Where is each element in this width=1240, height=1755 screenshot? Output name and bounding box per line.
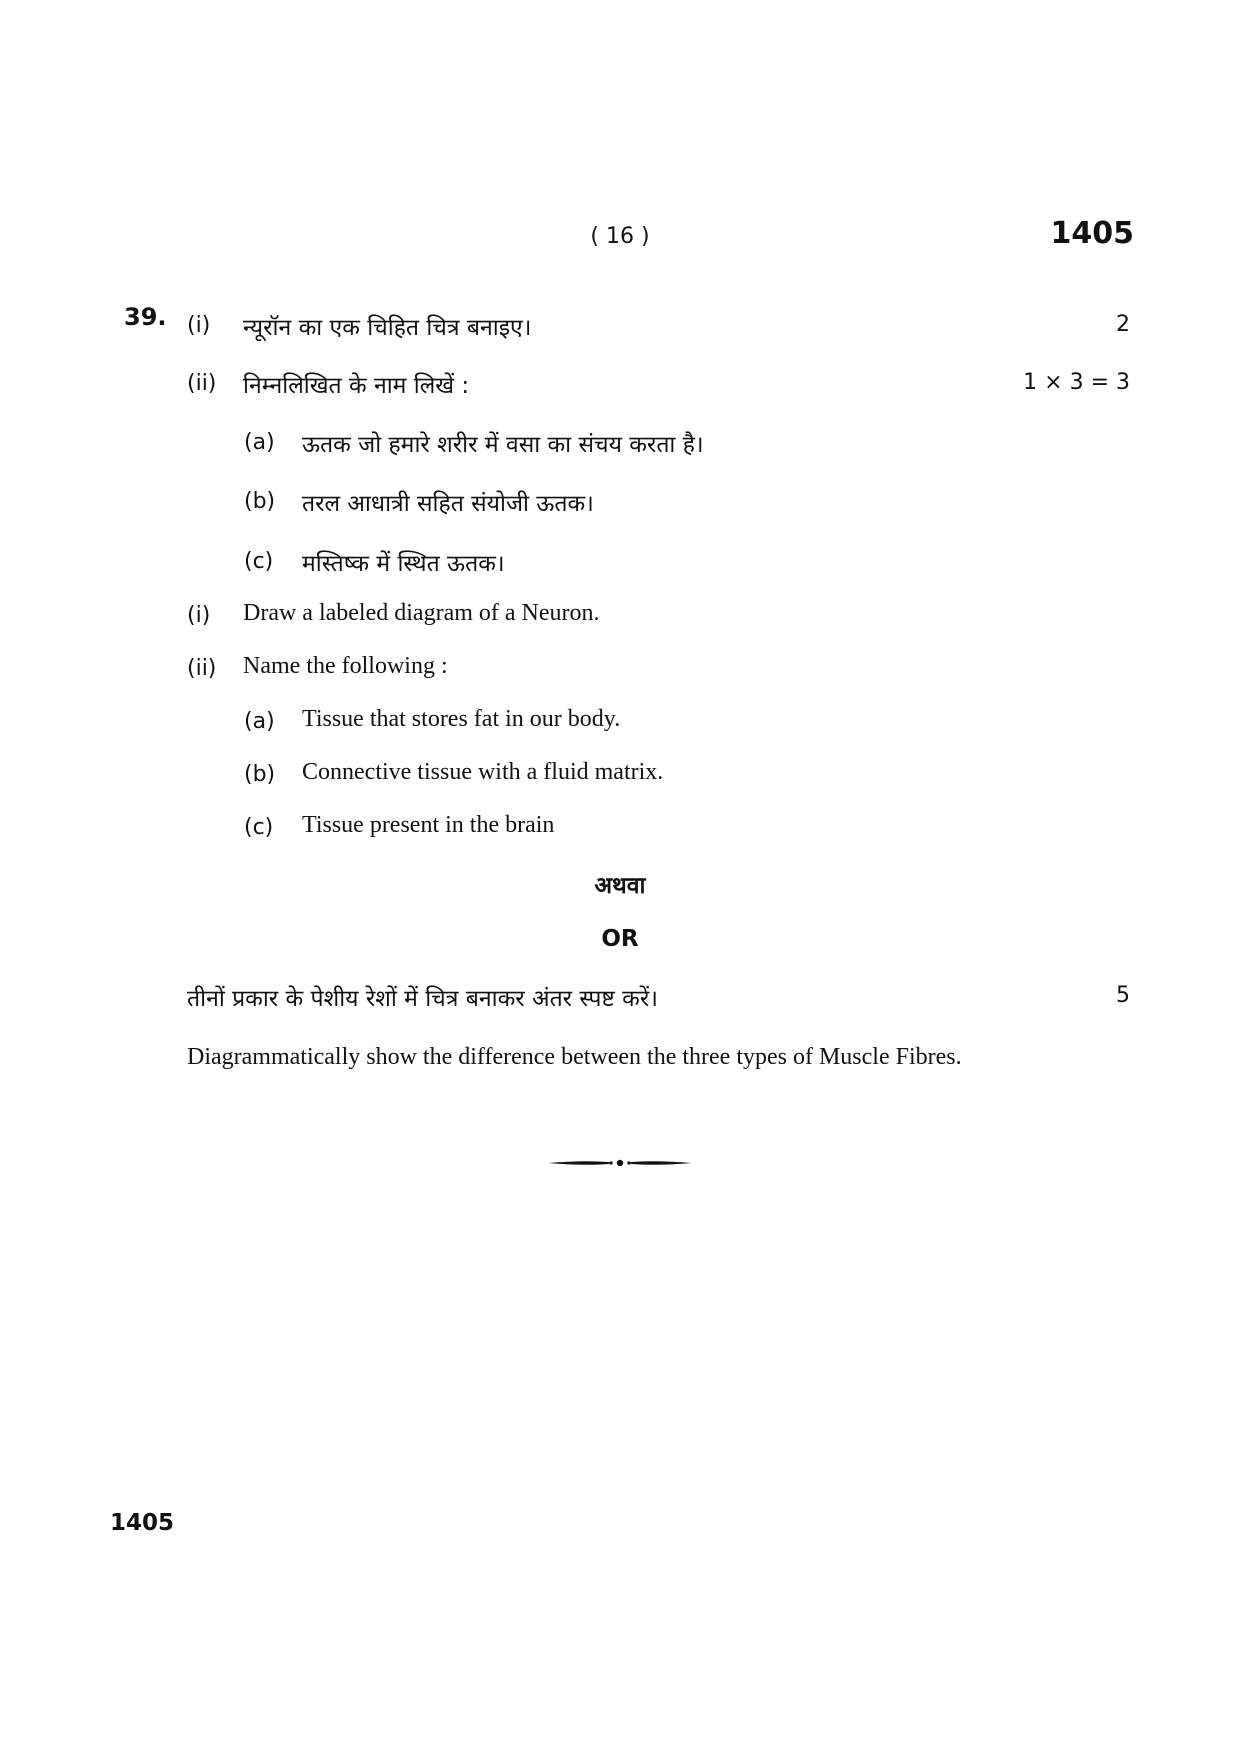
- english-b-text: Connective tissue with a fluid matrix.: [302, 759, 664, 785]
- hindi-i-marks: 2: [1116, 312, 1130, 337]
- alt-marks: 5: [1116, 983, 1130, 1008]
- paper-code-top: 1405: [1050, 216, 1134, 251]
- end-ornament-icon: [548, 1156, 692, 1170]
- alt-english-text: Diagrammatically show the difference between the three types of Muscle Fibres.: [187, 1044, 962, 1070]
- question-number: 39.: [124, 303, 167, 331]
- english-ii-text: Name the following :: [243, 653, 448, 679]
- page-number: ( 16 ): [590, 224, 650, 249]
- english-i-label: (i): [187, 603, 211, 628]
- hindi-c-text: मस्तिष्क में स्थित ऊतक।: [302, 551, 505, 577]
- hindi-ii-text: निम्नलिखित के नाम लिखें :: [243, 373, 470, 399]
- hindi-b-text: तरल आधात्री सहित संयोजी ऊतक।: [302, 491, 594, 517]
- hindi-a-label: (a): [244, 430, 275, 455]
- hindi-ii-label: (ii): [187, 371, 217, 396]
- or-hindi: अथवा: [594, 873, 646, 899]
- or-english: OR: [601, 926, 639, 952]
- hindi-c-label: (c): [244, 549, 274, 574]
- paper-code-bottom: 1405: [110, 1510, 175, 1536]
- hindi-ii-marks: 1 × 3 = 3: [1023, 370, 1130, 395]
- english-c-text: Tissue present in the brain: [302, 812, 555, 838]
- alt-hindi-text: तीनों प्रकार के पेशीय रेशों में चित्र बनाकर अंतर स्पष्ट करें।: [187, 986, 658, 1012]
- english-ii-label: (ii): [187, 656, 217, 681]
- english-a-text: Tissue that stores fat in our body.: [302, 706, 621, 732]
- english-b-label: (b): [244, 762, 276, 787]
- english-c-label: (c): [244, 815, 274, 840]
- hindi-a-text: ऊतक जो हमारे शरीर में वसा का संचय करता है।: [302, 432, 704, 458]
- english-i-text: Draw a labeled diagram of a Neuron.: [243, 600, 600, 626]
- hindi-b-label: (b): [244, 489, 276, 514]
- hindi-i-text: न्यूरॉन का एक चिहित चित्र बनाइए।: [243, 315, 532, 341]
- hindi-i-label: (i): [187, 313, 211, 338]
- english-a-label: (a): [244, 709, 275, 734]
